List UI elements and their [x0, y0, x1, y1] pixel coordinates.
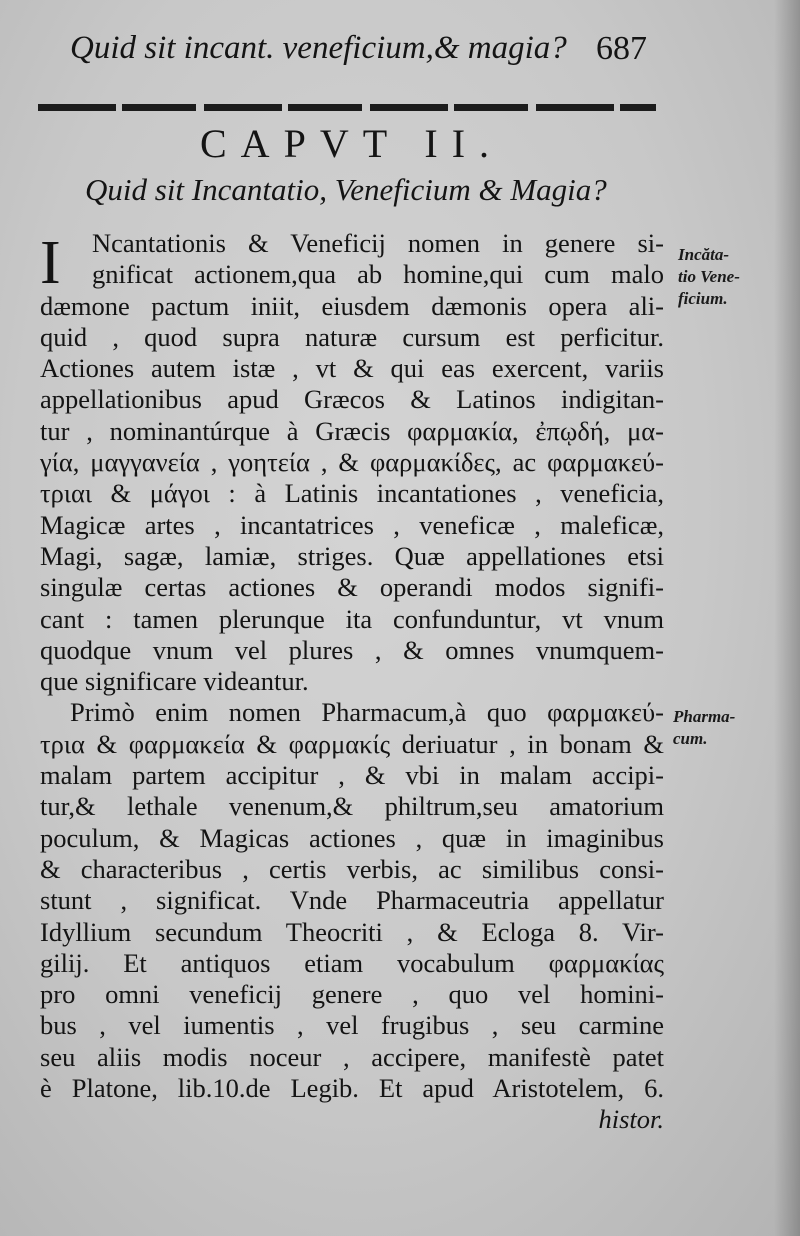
text-line: τρια & φαρμακεία & φαρμακίς deriuatur , in bonam &: [40, 728, 664, 759]
margin-note-line: tio Vene-: [678, 267, 740, 286]
drop-initial: I: [40, 229, 61, 297]
text-line: cant : tamen plerunque ita confunduntur, vt vnum: [40, 603, 664, 634]
text-line: tur , nominantúrque à Græcis φαρμακία, ἐπῳδή, μα-: [40, 415, 664, 446]
text-line: Magicæ artes , incantatrices , veneficæ , maleficæ,: [40, 509, 664, 540]
text-line: Idyllium secundum Theocriti , & Ecloga 8. Vir-: [40, 916, 664, 947]
text-line: Actiones autem istæ , vt & qui eas exercent, variis: [40, 353, 664, 384]
text-line: que significare videantur.: [40, 666, 309, 697]
text-line: quid , quod supra naturæ cursum est perficitur.: [40, 321, 664, 352]
text-line: seu aliis modis noceur , accipere, manifestè patet: [40, 1041, 664, 1072]
page-number: 687: [596, 30, 647, 67]
header-rule: [38, 104, 656, 111]
chapter-subtitle: Quid sit Incantatio, Veneficium & Magia?: [85, 172, 607, 207]
text-line: singulæ certas actiones & operandi modos signifi-: [40, 572, 664, 603]
page-edge-shadow: [774, 0, 800, 1236]
margin-note-pharmacum: [673, 706, 773, 750]
text-line: stunt , significat. Vnde Pharmaceutria appellatur: [40, 885, 664, 916]
text-line: γία, μαγγανεία , γοητεία , & φαρμακίδες, ac φαρμακεύ-: [40, 447, 664, 478]
margin-note-line: ficium.: [678, 289, 728, 308]
text-line: pro omni veneficij genere , quo vel homini-: [40, 979, 664, 1010]
text-line: poculum, & Magicas actiones , quæ in imaginibus: [40, 822, 664, 853]
margin-note-incantatio: [678, 244, 778, 310]
text-line: Magi, sagæ, lamiæ, striges. Quæ appellationes etsi: [40, 540, 664, 571]
catchword: histor.: [598, 1104, 664, 1135]
text-line: bus , vel iumentis , vel frugibus , seu carmine: [40, 1010, 664, 1041]
text-line: appellationibus apud Græcos & Latinos indigitan-: [40, 384, 664, 415]
body-text: [40, 228, 664, 1136]
text-line: gnificat actionem,qua ab homine,qui cum malo: [92, 259, 664, 290]
text-line: dæmone pactum iniit, eiusdem dæmonis opera ali-: [40, 290, 664, 321]
text-line: & characteribus , certis verbis, ac similibus consi-: [40, 853, 664, 884]
margin-note-line: cum.: [673, 729, 708, 748]
text-line: gilij. Et antiquos etiam vocabulum φαρμακίας: [40, 947, 664, 978]
chapter-title: CAPVT II.: [200, 121, 504, 166]
text-line: Primò enim nomen Pharmacum,à quo φαρμακεύ-: [70, 697, 664, 728]
text-line: Ncantationis & Veneficij nomen in genere si-: [92, 228, 664, 258]
margin-note-line: Pharma-: [673, 707, 736, 726]
text-line: malam partem accipitur , & vbi in malam accipi-: [40, 760, 664, 791]
margin-note-line: Incăta-: [678, 245, 729, 264]
text-line: tur,& lethale venenum,& philtrum,seu amatorium: [40, 791, 664, 822]
text-line: quodque vnum vel plures , & omnes vnumquem-: [40, 634, 664, 665]
running-head: Quid sit incant. veneficium,& magia?: [70, 30, 567, 66]
text-line: τριαι & μάγοι : à Latinis incantationes , veneficia,: [40, 478, 664, 509]
text-line: è Platone, lib.10.de Legib. Et apud Aristotelem, 6.: [40, 1073, 664, 1104]
